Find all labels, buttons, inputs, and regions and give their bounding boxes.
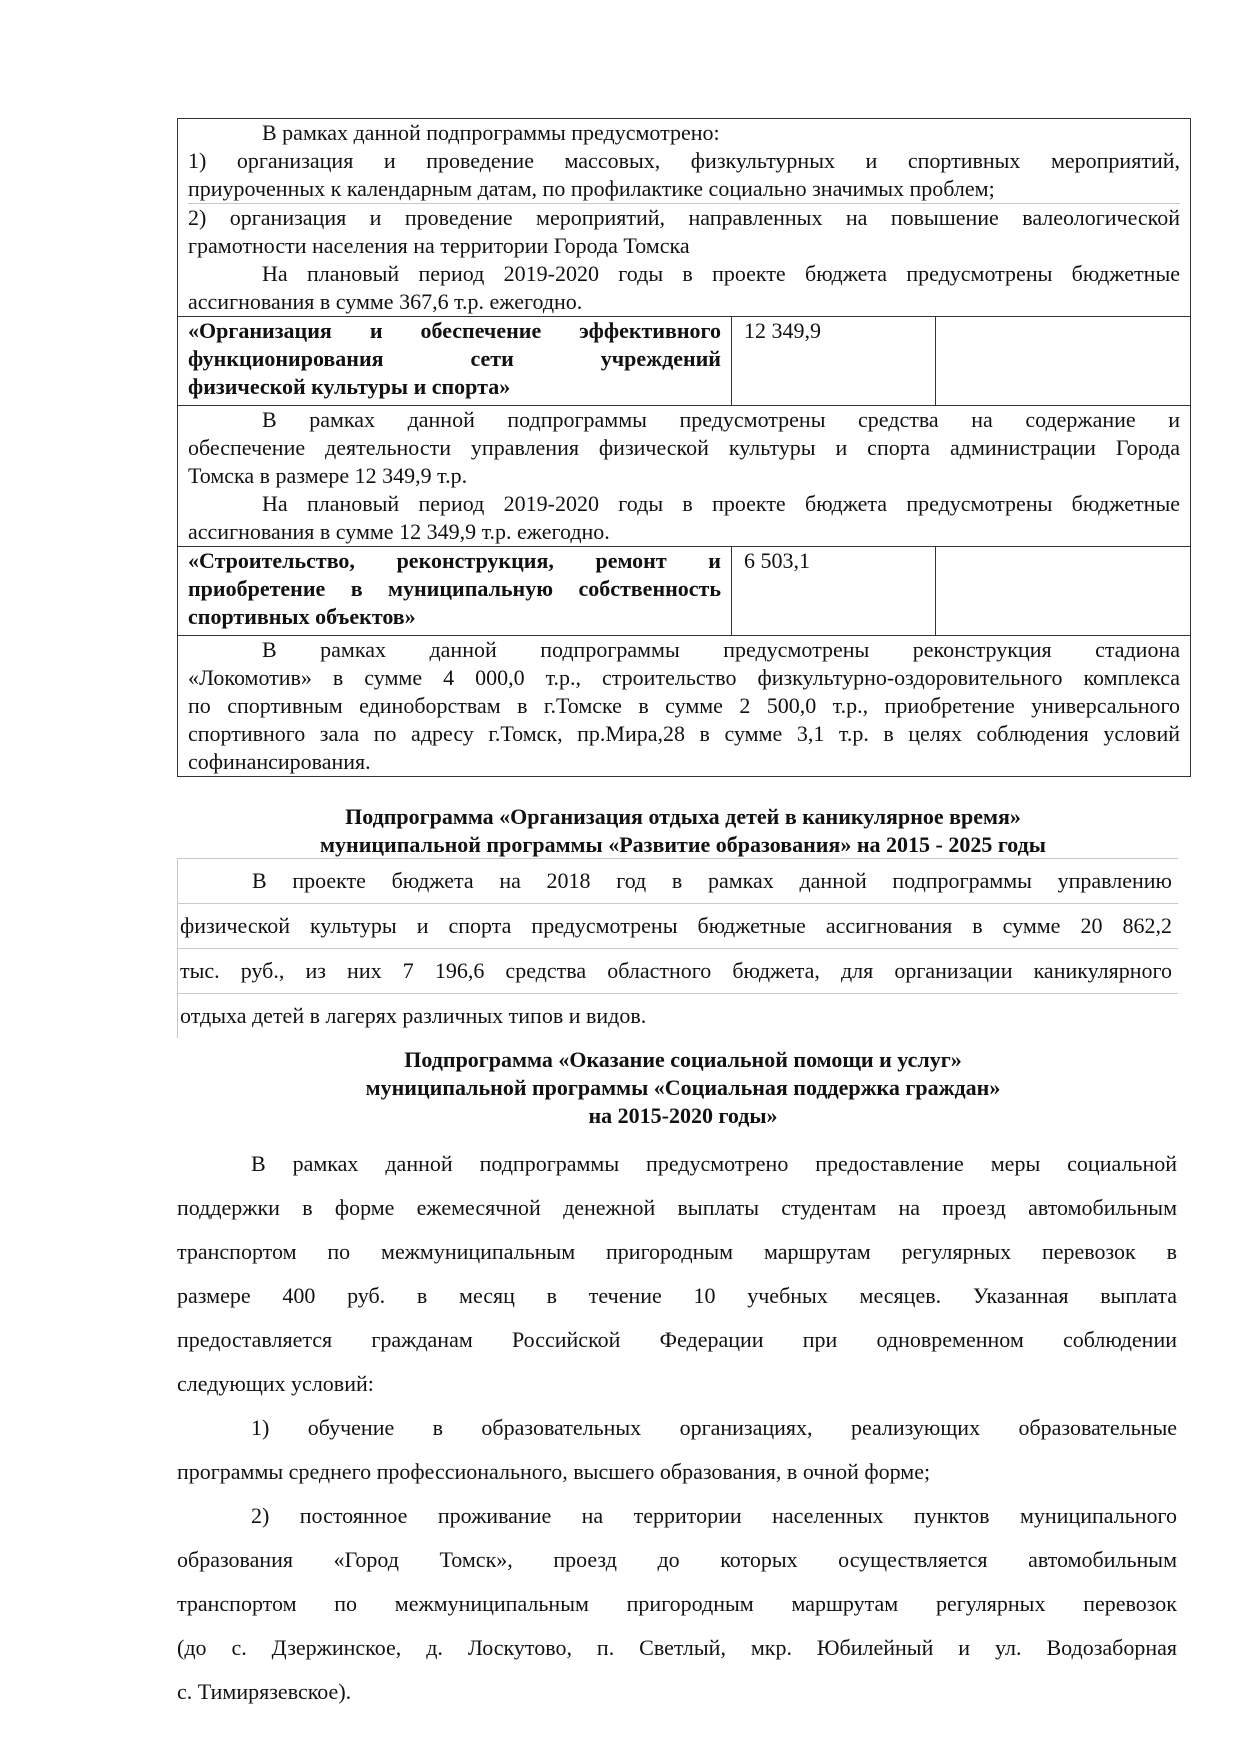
paragraph-line: транспортом по межмуниципальным пригородным маршрутам регулярных перевозок [177, 1591, 1177, 1616]
social-paragraph-condition-2 [177, 1494, 1177, 1714]
facilities-plan-line: На плановый период 2019-2020 годы в проекте бюджета предусмотрены бюджетные [262, 491, 1180, 516]
table-row-subprogram-facilities [178, 317, 1190, 406]
intro-item1-line2: приуроченных к календарным датам, по профилактике социально значимых проблем; [188, 176, 995, 201]
heading-line: Подпрограмма «Организация отдыха детей в каникулярное время» [345, 804, 1021, 829]
table-row-construction-text [178, 636, 1190, 776]
paragraph-line: тыс. руб., из них 7 196,6 средства областного бюджета, для организации каникулярного [178, 948, 1178, 993]
heading-line: Подпрограмма «Оказание социальной помощи и услуг» [404, 1047, 962, 1072]
paragraph-line: (до с. Дзержинское, д. Лоскутово, п. Светлый, мкр. Юбилейный и ул. Водозаборная [177, 1635, 1177, 1660]
facilities-line: обеспечение деятельности управления физической культуры и спорта администрации Города [188, 435, 1180, 460]
construction-line: спортивного зала по адресу г.Томск, пр.Мира,28 в сумме 3,1 т.р. в целях соблюдения условий [188, 721, 1180, 746]
paragraph-line: поддержки в форме ежемесячной денежной выплаты студентам на проезд автомобильным [177, 1195, 1177, 1220]
intro-item2-line1: 2) организация и проведение мероприятий, направленных на повышение валеологической [188, 205, 1180, 230]
amount-cell: 12 349,9 [732, 317, 936, 405]
subprogram-title-cell [178, 547, 732, 635]
construction-line: В рамках данной подпрограммы предусмотрены реконструкция стадиона [262, 637, 1180, 662]
paragraph-line: В рамках данной подпрограммы предусмотрено предоставление меры социальной [251, 1151, 1177, 1176]
subprogram-title-line: «Строительство, реконструкция, ремонт и [188, 548, 721, 573]
paragraph-line: В проекте бюджета на 2018 год в рамках данной подпрограммы управлению [178, 858, 1178, 903]
social-paragraph-condition-1 [177, 1406, 1177, 1494]
heading-line: муниципальной программы «Социальная поддержка граждан» [365, 1075, 1001, 1100]
subprogram-title-line: приобретение в муниципальную собственность [188, 576, 721, 601]
subprogram-title-cell [178, 317, 732, 405]
paragraph-line: следующих условий: [177, 1371, 374, 1396]
construction-line: софинансирования. [188, 749, 371, 774]
subprogram-title-line: спортивных объектов» [188, 604, 416, 629]
paragraph-line: предоставляется гражданам Российской Федерации при одновременном соблюдении [177, 1327, 1177, 1352]
heading-line: на 2015-2020 годы» [588, 1103, 778, 1128]
subprogram-title-line: функционирования сети учреждений [188, 346, 721, 371]
amount-cell: 6 503,1 [732, 547, 936, 635]
budget-table [177, 118, 1191, 777]
paragraph-line: с. Тимирязевское). [177, 1679, 352, 1704]
table-row-intro-text [178, 119, 1190, 317]
paragraph-line: программы среднего профессионального, высшего образования, в очной форме; [177, 1459, 931, 1484]
facilities-plan-line: ассигнования в сумме 12 349,9 т.р. ежегодно. [188, 519, 610, 544]
heading-line: муниципальной программы «Развитие образования» на 2015 - 2025 годы [320, 832, 1046, 857]
facilities-line: В рамках данной подпрограммы предусмотрены средства на содержание и [262, 407, 1180, 432]
section-heading-social [177, 1046, 1189, 1130]
empty-cell [936, 317, 1190, 405]
facilities-line: Томска в размере 12 349,9 т.р. [188, 463, 468, 488]
intro-plan-line2: ассигнования в сумме 367,6 т.р. ежегодно. [188, 289, 583, 314]
paragraph-line: 1) обучение в образовательных организациях, реализующих образовательные [251, 1415, 1177, 1440]
intro-item2-line2: грамотности населения на территории Города Томска [188, 233, 690, 258]
paragraph-line: транспортом по межмуниципальным пригородным маршрутам регулярных перевозок в [177, 1239, 1177, 1264]
table-row-facilities-text [178, 406, 1190, 547]
construction-line: «Локомотив» в сумме 4 000,0 т.р., строительство физкультурно-оздоровительного комплекса [188, 665, 1180, 690]
paragraph-line: физической культуры и спорта предусмотрены бюджетные ассигнования в сумме 20 862,2 [178, 903, 1178, 948]
construction-line: по спортивным единоборствам в г.Томске в сумме 2 500,0 т.р., приобретение универсального [188, 693, 1180, 718]
empty-cell [936, 547, 1190, 635]
intro-plan-line1: На плановый период 2019-2020 годы в проекте бюджета предусмотрены бюджетные [262, 261, 1180, 286]
paragraph-line: 2) постоянное проживание на территории населенных пунктов муниципального [251, 1503, 1177, 1528]
intro-lead: В рамках данной подпрограммы предусмотрено: [262, 120, 720, 145]
subprogram-title-line: физической культуры и спорта» [188, 374, 511, 399]
paragraph-line: отдыха детей в лагерях различных типов и видов. [178, 993, 1178, 1038]
paragraph-line: размере 400 руб. в месяц в течение 10 учебных месяцев. Указанная выплата [177, 1283, 1177, 1308]
social-paragraph-conditions [177, 1142, 1177, 1406]
intro-item1-line1: 1) организация и проведение массовых, физкультурных и спортивных мероприятий, [188, 148, 1180, 173]
section-heading-camp [177, 803, 1189, 859]
subprogram-title-line: «Организация и обеспечение эффективного [188, 318, 721, 343]
table-row-subprogram-construction [178, 547, 1190, 636]
camp-paragraph [177, 858, 1178, 1038]
paragraph-line: образования «Город Томск», проезд до которых осуществляется автомобильным [177, 1547, 1177, 1572]
